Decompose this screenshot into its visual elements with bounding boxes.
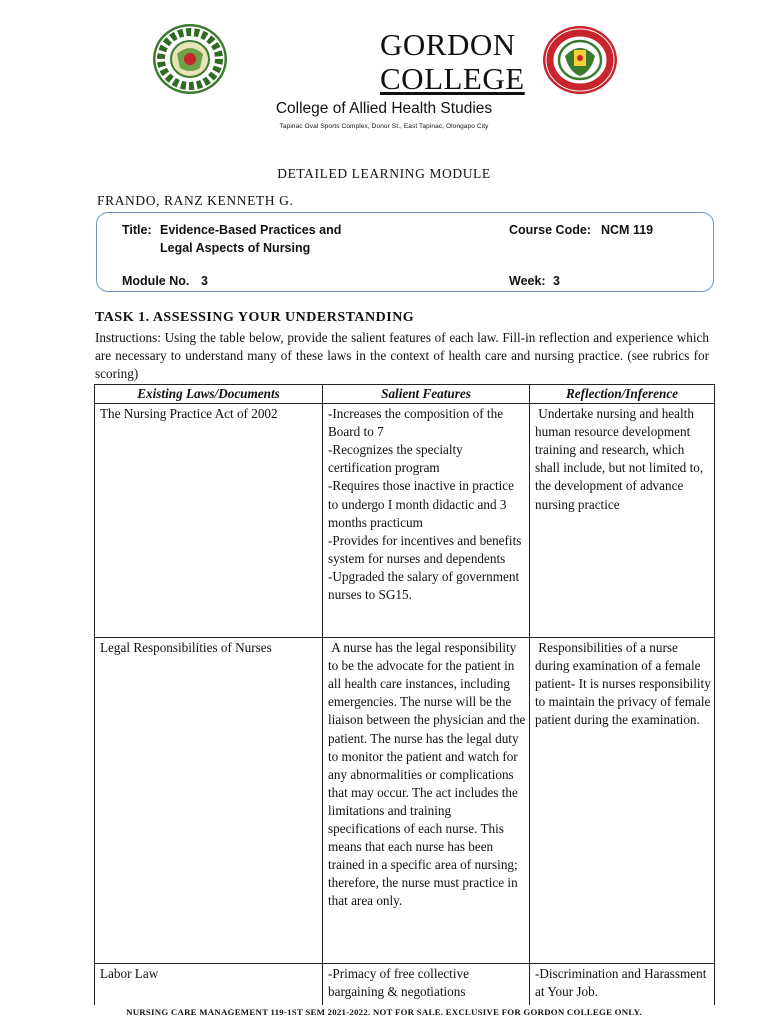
reflection-cell [530, 964, 715, 1006]
table-row [95, 404, 715, 638]
reflection-cell [530, 404, 715, 638]
feature-item: -Primacy of free collective bargaining & negotiations [328, 966, 469, 1000]
college-name-line1: GORDON [380, 27, 516, 62]
table-header-row [95, 385, 715, 404]
week-label: Week: [509, 274, 546, 288]
college-seal-right-logo [543, 26, 617, 94]
college-seal-left-logo [153, 24, 227, 94]
feature-item: -Increases the composition of the Board to 7 [328, 406, 504, 440]
features-cell [323, 404, 530, 638]
header-reflection: Reflection/Inference [530, 385, 715, 404]
college-address: Tapinac Oval Sports Complex, Donor St., East Tapinac, Olongapo City [279, 123, 489, 130]
title-line2: Legal Aspects of Nursing [160, 241, 311, 255]
student-name: FRANDO, RANZ KENNETH G. [97, 193, 294, 208]
header-salient-features: Salient Features [323, 385, 530, 404]
college-name [380, 28, 540, 96]
law-cell: Legal Responsibilities of Nurses [95, 638, 323, 964]
task-instructions: Instructions: Using the table below, provide the salient features of each law. Fill-in reflection and experience which are necessary to understand many of these laws in the context of health care and nursing practice. (see rubrics for scoring) [95, 330, 709, 381]
task-title: TASK 1. ASSESSING YOUR UNDERSTANDING [95, 310, 415, 325]
table-row [95, 638, 715, 964]
course-code: NCM 119 [601, 223, 654, 237]
feature-item: -Recognizes the specialty certification program [328, 442, 463, 476]
reflection-text: Undertake nursing and health human resource development training and research, which shall include, but not limited to, the development of advance nursing practice [535, 406, 707, 512]
module-number: 3 [201, 274, 208, 288]
course-code-label: Course Code: [509, 223, 591, 237]
module-label: Module No. [122, 274, 190, 288]
laws-table [94, 384, 715, 1005]
feature-item: -Requires those inactive in practice to undergo I month didactic and 3 months practicum [328, 478, 515, 530]
feature-item: A nurse has the legal responsibility to be the advocate for the patient in all health care instances, including emergencies. The nurse will be the liaison between the physician and the patient. The nurse has the legal duty to monitor the patient and watch for any abnormalities or complications that may occur. The act includes the limitations and training specifications of each nurse. This means that each nurse has been trained in a specific area of nursing; therefore, the nurse must practice in that area only. [328, 640, 529, 909]
title-line1: Evidence-Based Practices and [160, 223, 342, 237]
reflection-text: Responsibilities of a nurse during examination of a female patient- It is nurses responsibility to maintain the privacy of female patient during the examination. [535, 640, 715, 728]
college-name-line2: COLLEGE [380, 61, 525, 96]
feature-item: -Provides for incentives and benefits system for nurses and dependents [328, 532, 522, 566]
header-laws: Existing Laws/Documents [95, 385, 323, 404]
features-cell [323, 638, 530, 964]
title-label: Title: [122, 223, 152, 237]
module-heading: DETAILED LEARNING MODULE [277, 166, 491, 181]
week-number: 3 [553, 274, 560, 288]
law-cell: Labor Law [95, 964, 323, 1006]
department-name: College of Allied Health Studies [275, 100, 493, 117]
reflection-cell [530, 638, 715, 964]
module-info-box [96, 212, 714, 292]
reflection-text: -Discrimination and Harassment at Your Job. [535, 966, 707, 1000]
features-cell [323, 964, 530, 1006]
page-footer: NURSING CARE MANAGEMENT 119-1ST SEM 2021-2022. NOT FOR SALE. EXCLUSIVE FOR GORDON COLLEGE ONLY. [126, 1007, 642, 1017]
law-cell: The Nursing Practice Act of 2002 [95, 404, 323, 638]
feature-item: -Upgraded the salary of government nurses to SG15. [328, 568, 520, 603]
table-row [95, 964, 715, 1006]
